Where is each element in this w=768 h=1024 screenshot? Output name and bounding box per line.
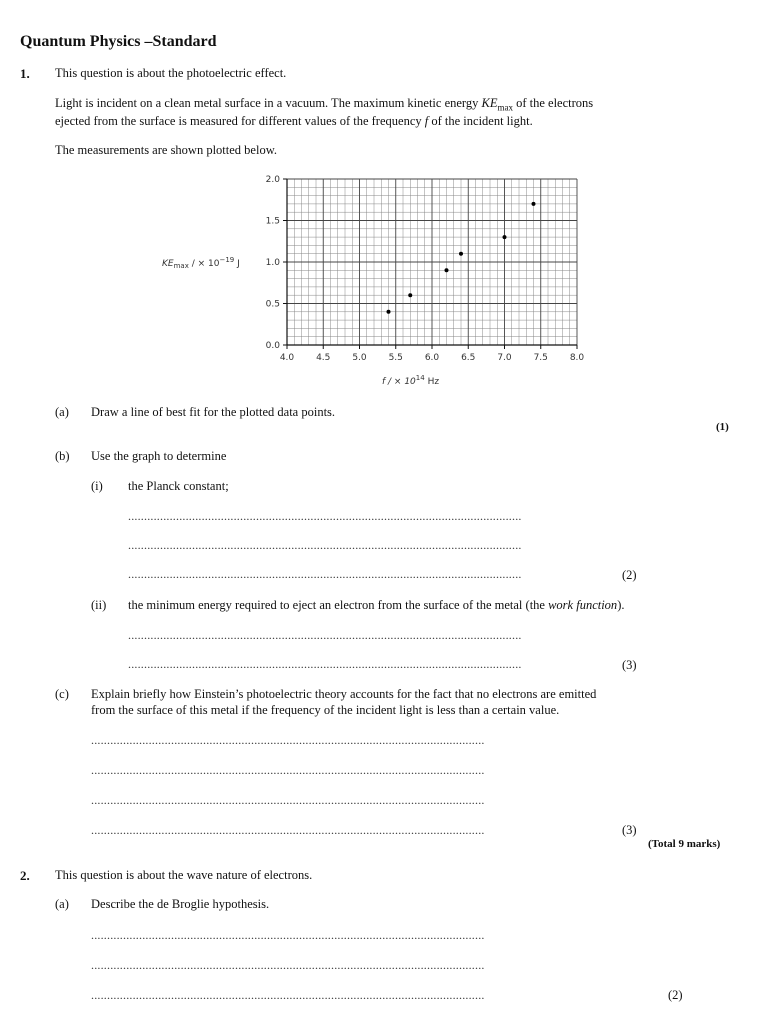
answer-line[interactable]: ........................................................................................................................... xyxy=(91,823,485,837)
question-2-number: 2. xyxy=(20,868,30,883)
ke-subscript: max xyxy=(497,102,513,113)
answer-line[interactable]: ........................................................................................................................... xyxy=(91,763,485,777)
part-c-label: (c) xyxy=(55,687,69,701)
part-b-i-text: the Planck constant; xyxy=(128,479,229,493)
part-b-ii-text-end: ). xyxy=(617,598,625,612)
x-tick-label: 5.5 xyxy=(388,353,403,363)
question-2-intro: This question is about the wave nature of electrons. xyxy=(55,868,313,882)
x-tick-label: 4.0 xyxy=(279,353,295,363)
y-tick-label: 0.5 xyxy=(265,299,280,310)
part-b-ii-text-start: the minimum energy required to eject an electron from the surface of the metal (the xyxy=(128,598,549,612)
answer-line[interactable]: ........................................................................................................................... xyxy=(91,928,485,942)
data-point xyxy=(459,252,463,256)
y-axis-label-subscript: max xyxy=(173,262,189,270)
paragraph-text: of the incident light. xyxy=(428,114,533,128)
data-point xyxy=(445,268,449,272)
q2-part-a-marks: (2) xyxy=(668,988,683,1002)
answer-line[interactable]: ........................................................................................................................... xyxy=(128,538,522,552)
paragraph-text: of the electrons xyxy=(512,96,594,110)
y-tick-label: 1.5 xyxy=(265,216,280,227)
question-1-intro: This question is about the photoelectric effect. xyxy=(55,66,287,80)
data-point xyxy=(408,293,412,297)
part-b-ii-text xyxy=(128,598,624,613)
x-tick-label: 6.0 xyxy=(424,353,440,363)
x-axis-label-main: f / × 10 xyxy=(382,377,416,387)
x-tick-label: 7.5 xyxy=(533,353,548,363)
x-tick-label: 4.5 xyxy=(316,353,331,363)
y-tick-label: 1.0 xyxy=(265,258,280,268)
part-b-ii-marks: (3) xyxy=(622,658,637,672)
answer-line[interactable]: ........................................................................................................................... xyxy=(128,567,522,581)
part-a-label: (a) xyxy=(55,405,69,419)
x-axis-label xyxy=(382,374,439,387)
x-axis-label-unit: Hz xyxy=(424,377,440,387)
answer-line[interactable]: ........................................................................................................................... xyxy=(128,657,522,671)
y-axis-label-exponent: −19 xyxy=(219,256,235,264)
question-1-paragraph-line-2 xyxy=(55,112,533,130)
question-1-graph-intro: The measurements are shown plotted below. xyxy=(55,143,278,157)
part-b-i-marks: (2) xyxy=(622,568,637,582)
data-point xyxy=(503,235,507,239)
y-tick-label: 2.0 xyxy=(265,175,280,185)
answer-line[interactable]: ........................................................................................................................... xyxy=(128,509,522,523)
page-title: Quantum Physics –Standard xyxy=(20,33,217,50)
graph-tick-labels xyxy=(266,175,585,363)
question-1-number: 1. xyxy=(20,66,30,81)
f-symbol: f xyxy=(424,114,429,128)
x-tick-label: 8.0 xyxy=(569,353,585,363)
answer-line[interactable]: ........................................................................................................................... xyxy=(91,988,485,1002)
part-c-marks: (3) xyxy=(622,823,637,837)
data-point xyxy=(532,202,536,206)
x-axis-label-exponent: 14 xyxy=(415,374,425,382)
part-c-text-line-2: from the surface of this metal if the frequency of the incident light is less than a certain value. xyxy=(91,703,560,717)
q2-part-a-label: (a) xyxy=(55,897,69,911)
work-function-term: work function xyxy=(548,598,618,612)
y-axis-label xyxy=(162,256,240,270)
question-1-total-marks: (Total 9 marks) xyxy=(648,838,721,850)
answer-line[interactable]: ........................................................................................................................... xyxy=(91,793,485,807)
y-tick-label: 0.0 xyxy=(265,341,280,351)
answer-line[interactable]: ........................................................................................................................... xyxy=(91,733,485,747)
part-a-text: Draw a line of best fit for the plotted data points. xyxy=(91,405,336,419)
y-axis-label-symbol: KE xyxy=(162,259,174,269)
part-b-text: Use the graph to determine xyxy=(91,449,227,463)
part-b-i-label: (i) xyxy=(91,479,103,493)
x-tick-label: 6.5 xyxy=(461,353,476,363)
answer-line[interactable]: ........................................................................................................................... xyxy=(128,628,522,642)
ke-vs-frequency-graph xyxy=(150,168,600,393)
paragraph-text: ejected from the surface is measured for different values of the frequency xyxy=(55,114,425,128)
x-tick-label: 5.0 xyxy=(352,353,367,363)
part-c-text-line-1: Explain briefly how Einstein’s photoelectric theory accounts for the fact that no electrons are emitted xyxy=(91,687,597,701)
y-axis-label-multiplier: / × 10 xyxy=(188,259,220,269)
q2-part-a-text: Describe the de Broglie hypothesis. xyxy=(91,897,270,911)
part-b-ii-label: (ii) xyxy=(91,598,107,612)
y-axis-label-unit: J xyxy=(234,259,240,269)
x-tick-label: 7.0 xyxy=(497,353,512,363)
data-point xyxy=(387,310,391,314)
ke-symbol: KE xyxy=(481,96,498,110)
answer-line[interactable]: ........................................................................................................................... xyxy=(91,958,485,972)
paragraph-text: Light is incident on a clean metal surface in a vacuum. The maximum kinetic energy xyxy=(55,96,482,110)
part-b-label: (b) xyxy=(55,449,70,463)
part-a-marks: (1) xyxy=(716,421,729,433)
